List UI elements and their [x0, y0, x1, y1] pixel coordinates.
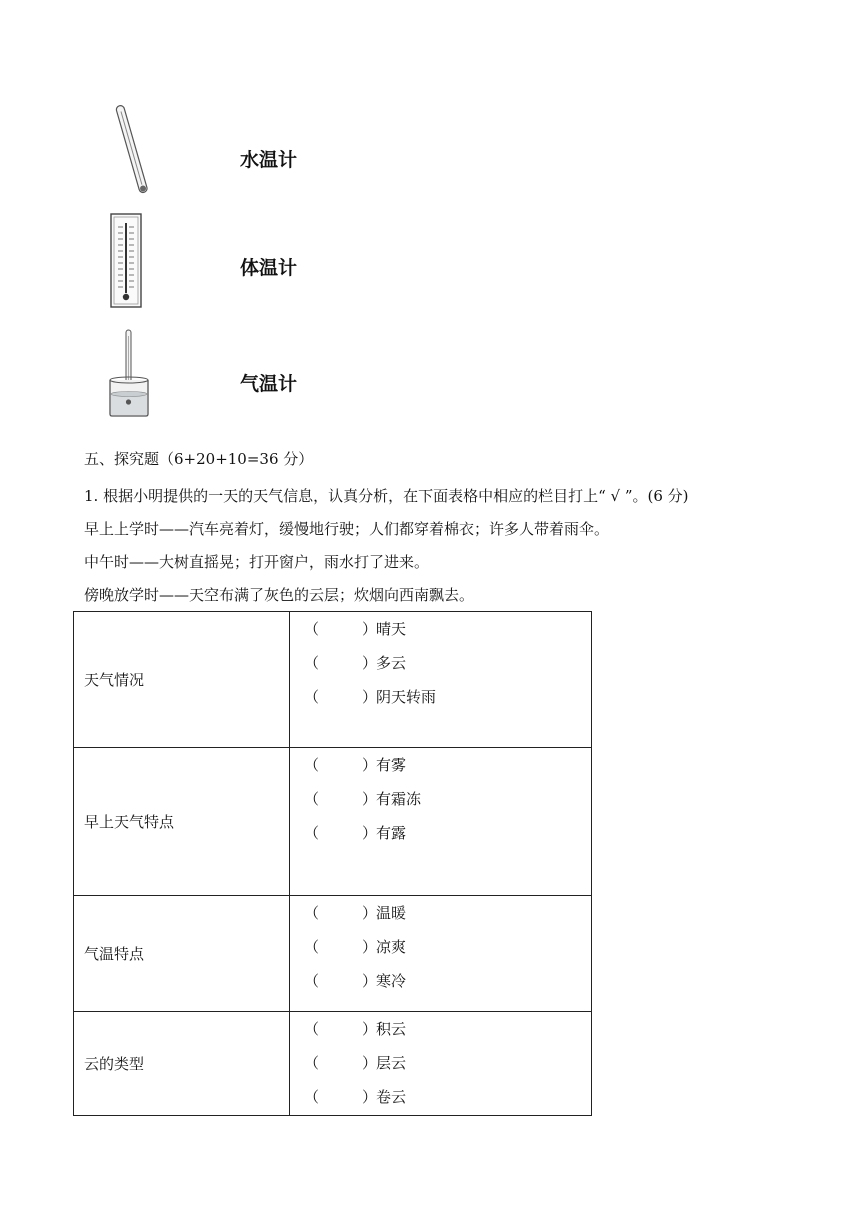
options-cell [290, 1012, 592, 1116]
option-item[interactable]: （ ）有雾 [304, 756, 407, 774]
category-cell: 气温特点 [74, 896, 290, 1012]
options-cell [290, 896, 592, 1012]
category-cell: 云的类型 [74, 1012, 290, 1116]
option-item[interactable]: （ ）积云 [304, 1020, 407, 1038]
body-thermometer-label: 体温计 [240, 257, 298, 279]
option-item[interactable]: （ ）有露 [304, 824, 407, 842]
question-text: 1. 根据小明提供的一天的天气信息，认真分析，在下面表格中相应的栏目打上“ √ ”。(6 分) [84, 487, 689, 505]
category-cell: 天气情况 [74, 612, 290, 748]
category-cell: 早上天气特点 [74, 748, 290, 896]
options-cell [290, 748, 592, 896]
section-title: 五、探究题（6+20+10=36 分） [84, 450, 314, 468]
option-item[interactable]: （ ）层云 [304, 1054, 407, 1072]
info-paragraph: 早上上学时——汽车亮着灯，缓慢地行驶；人们都穿着棉衣；许多人带着雨伞。 [84, 520, 610, 538]
option-item[interactable]: （ ）寒冷 [304, 972, 407, 990]
table-row [74, 896, 592, 1012]
air-thermometer-label: 气温计 [240, 373, 298, 395]
air-thermometer-icon [106, 328, 152, 418]
option-item[interactable]: （ ）凉爽 [304, 938, 407, 956]
water-thermometer-label: 水温计 [240, 149, 298, 171]
option-item[interactable]: （ ）卷云 [304, 1088, 407, 1106]
weather-answer-table [73, 611, 592, 1116]
option-item[interactable]: （ ）多云 [304, 654, 407, 672]
options-cell [290, 612, 592, 748]
table-row [74, 1012, 592, 1116]
table-row [74, 748, 592, 896]
table-row [74, 612, 592, 748]
option-item[interactable]: （ ）温暖 [304, 904, 407, 922]
body-thermometer-icon [110, 213, 142, 309]
option-item[interactable]: （ ）阴天转雨 [304, 688, 437, 706]
water-thermometer-icon [108, 100, 156, 200]
option-item[interactable]: （ ）有霜冻 [304, 790, 422, 808]
info-paragraph: 中午时——大树直摇晃；打开窗户，雨水打了进来。 [84, 553, 430, 571]
info-paragraph: 傍晚放学时——天空布满了灰色的云层；炊烟向西南飘去。 [84, 586, 475, 604]
option-item[interactable]: （ ）晴天 [304, 620, 407, 638]
